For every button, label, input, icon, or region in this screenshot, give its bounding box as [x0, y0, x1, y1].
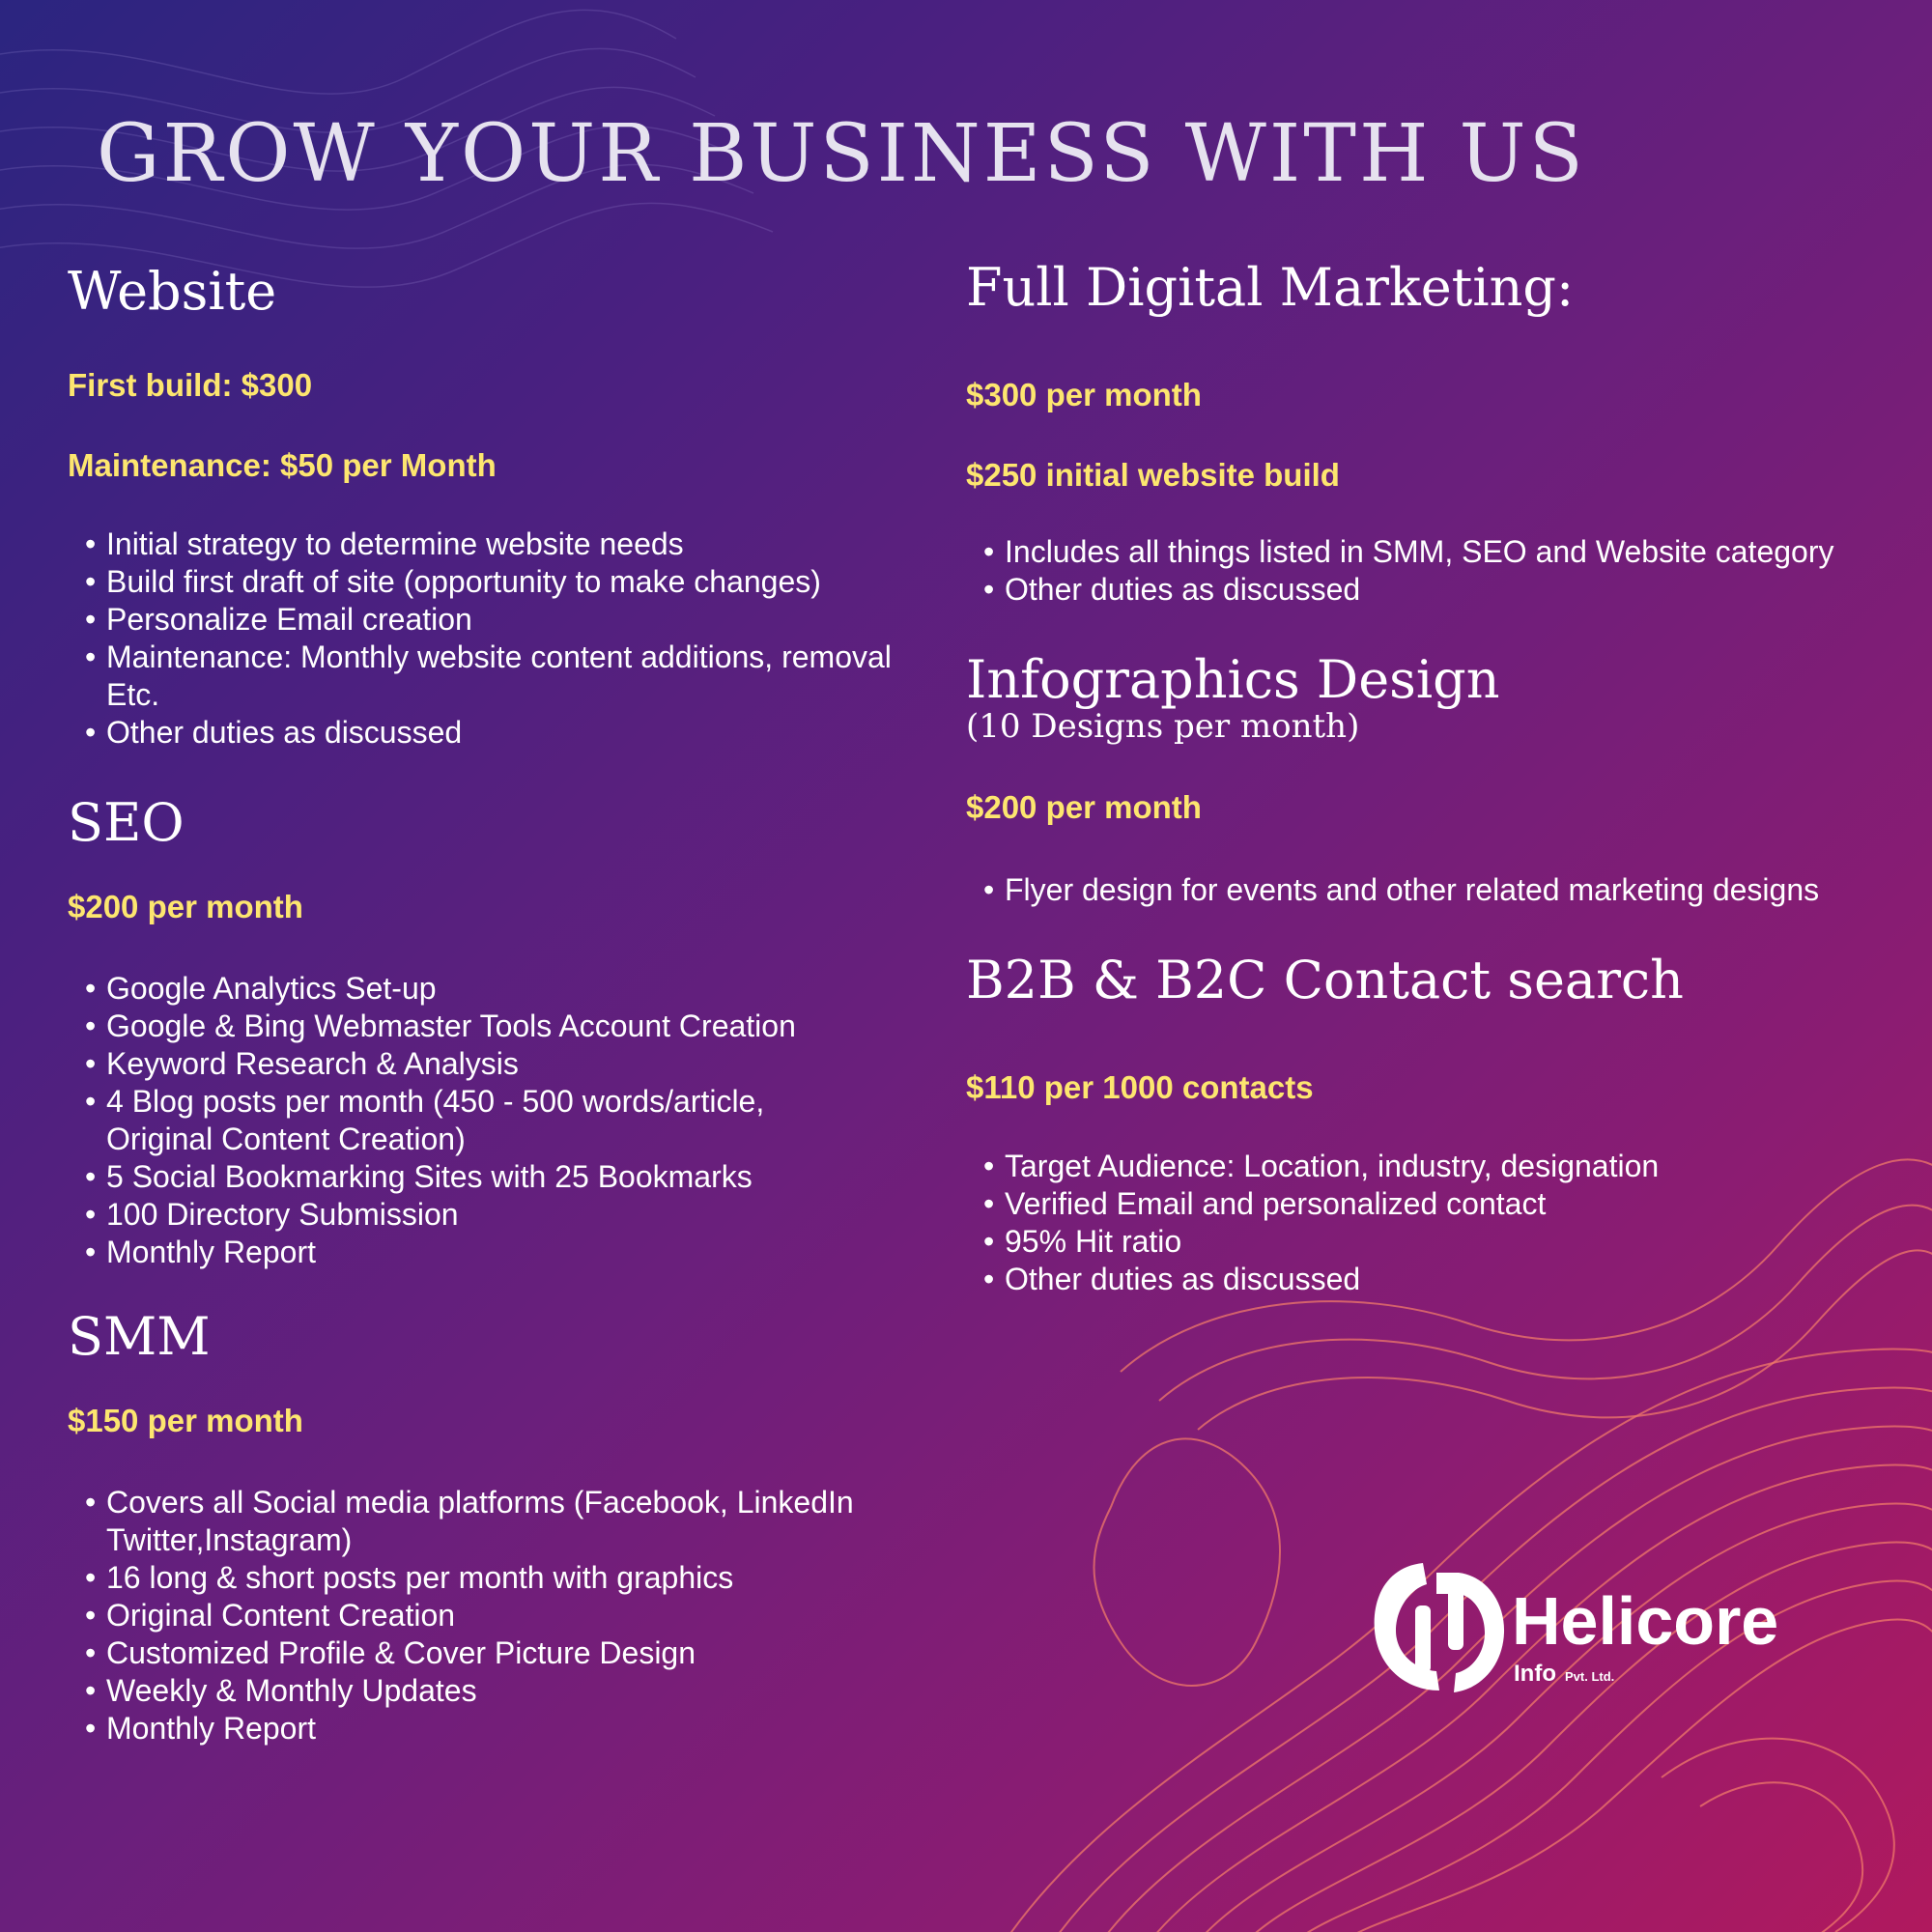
list-item: • Verified Email and personalized contact [983, 1185, 1911, 1223]
website-heading: Website [68, 261, 277, 322]
logo-name: Helicore [1512, 1583, 1779, 1659]
website-feature-list [85, 526, 916, 752]
seo-price: $200 per month [68, 889, 303, 924]
list-item: • Other duties as discussed [983, 1261, 1911, 1298]
infographics-feature-list [983, 871, 1911, 909]
list-item: • Keyword Research & Analysis [85, 1045, 877, 1083]
list-item: • 16 long & short posts per month with graphics [85, 1559, 935, 1597]
page-title: GROW YOUR BUSINESS WITH US [97, 108, 1586, 200]
list-item: • Monthly Report [85, 1234, 877, 1271]
list-item: • Customized Profile & Cover Picture Design [85, 1634, 935, 1672]
list-item: • 100 Directory Submission [85, 1196, 877, 1234]
logo-suffix: Pvt. Ltd. [1565, 1669, 1615, 1684]
contact-search-feature-list [983, 1148, 1911, 1298]
list-item: • Build first draft of site (opportunity to make changes) [85, 563, 916, 601]
contact-search-heading: B2B & B2C Contact search [966, 950, 1684, 1010]
smm-feature-list [85, 1484, 935, 1747]
website-maintenance-price: Maintenance: $50 per Month [68, 447, 497, 483]
smm-heading: SMM [68, 1306, 211, 1367]
list-item: • Other duties as discussed [85, 714, 916, 752]
helicore-mark-icon [1375, 1563, 1504, 1692]
full-digital-marketing-heading: Full Digital Marketing: [966, 257, 1575, 318]
list-item: • Flyer design for events and other related marketing designs [983, 871, 1911, 909]
list-item: • Google & Bing Webmaster Tools Account Creation [85, 1008, 877, 1045]
list-item: • 95% Hit ratio [983, 1223, 1911, 1261]
list-item: • Personalize Email creation [85, 601, 916, 639]
list-item: • Initial strategy to determine website needs [85, 526, 916, 563]
list-item: • Maintenance: Monthly website content additions, removal Etc. [85, 639, 916, 714]
list-item: • Google Analytics Set-up [85, 970, 877, 1008]
smm-price: $150 per month [68, 1403, 303, 1438]
infographics-price: $200 per month [966, 789, 1202, 825]
list-item: • Original Content Creation [85, 1597, 935, 1634]
list-item: • Includes all things listed in SMM, SEO and Website category [983, 533, 1911, 571]
full-dm-feature-list [983, 533, 1911, 609]
seo-heading: SEO [68, 792, 185, 853]
infographics-heading: Infographics Design [966, 649, 1500, 710]
full-dm-monthly-price: $300 per month [966, 377, 1202, 412]
helicore-logo [1367, 1555, 1802, 1700]
full-dm-website-build-price: $250 initial website build [966, 457, 1340, 493]
list-item: • Weekly & Monthly Updates [85, 1672, 935, 1710]
seo-feature-list [85, 970, 877, 1271]
list-item: • 5 Social Bookmarking Sites with 25 Bookmarks [85, 1158, 877, 1196]
list-item: • 4 Blog posts per month (450 - 500 words/article, Original Content Creation) [85, 1083, 877, 1158]
website-first-build-price: First build: $300 [68, 367, 313, 403]
list-item: • Covers all Social media platforms (Facebook, LinkedIn Twitter,Instagram) [85, 1484, 935, 1559]
list-item: • Other duties as discussed [983, 571, 1911, 609]
list-item: • Target Audience: Location, industry, designation [983, 1148, 1911, 1185]
logo-tagline: Info [1514, 1661, 1556, 1687]
contact-search-price: $110 per 1000 contacts [966, 1069, 1314, 1105]
list-item: • Monthly Report [85, 1710, 935, 1747]
infographics-subheading: (10 Designs per month) [966, 707, 1360, 746]
